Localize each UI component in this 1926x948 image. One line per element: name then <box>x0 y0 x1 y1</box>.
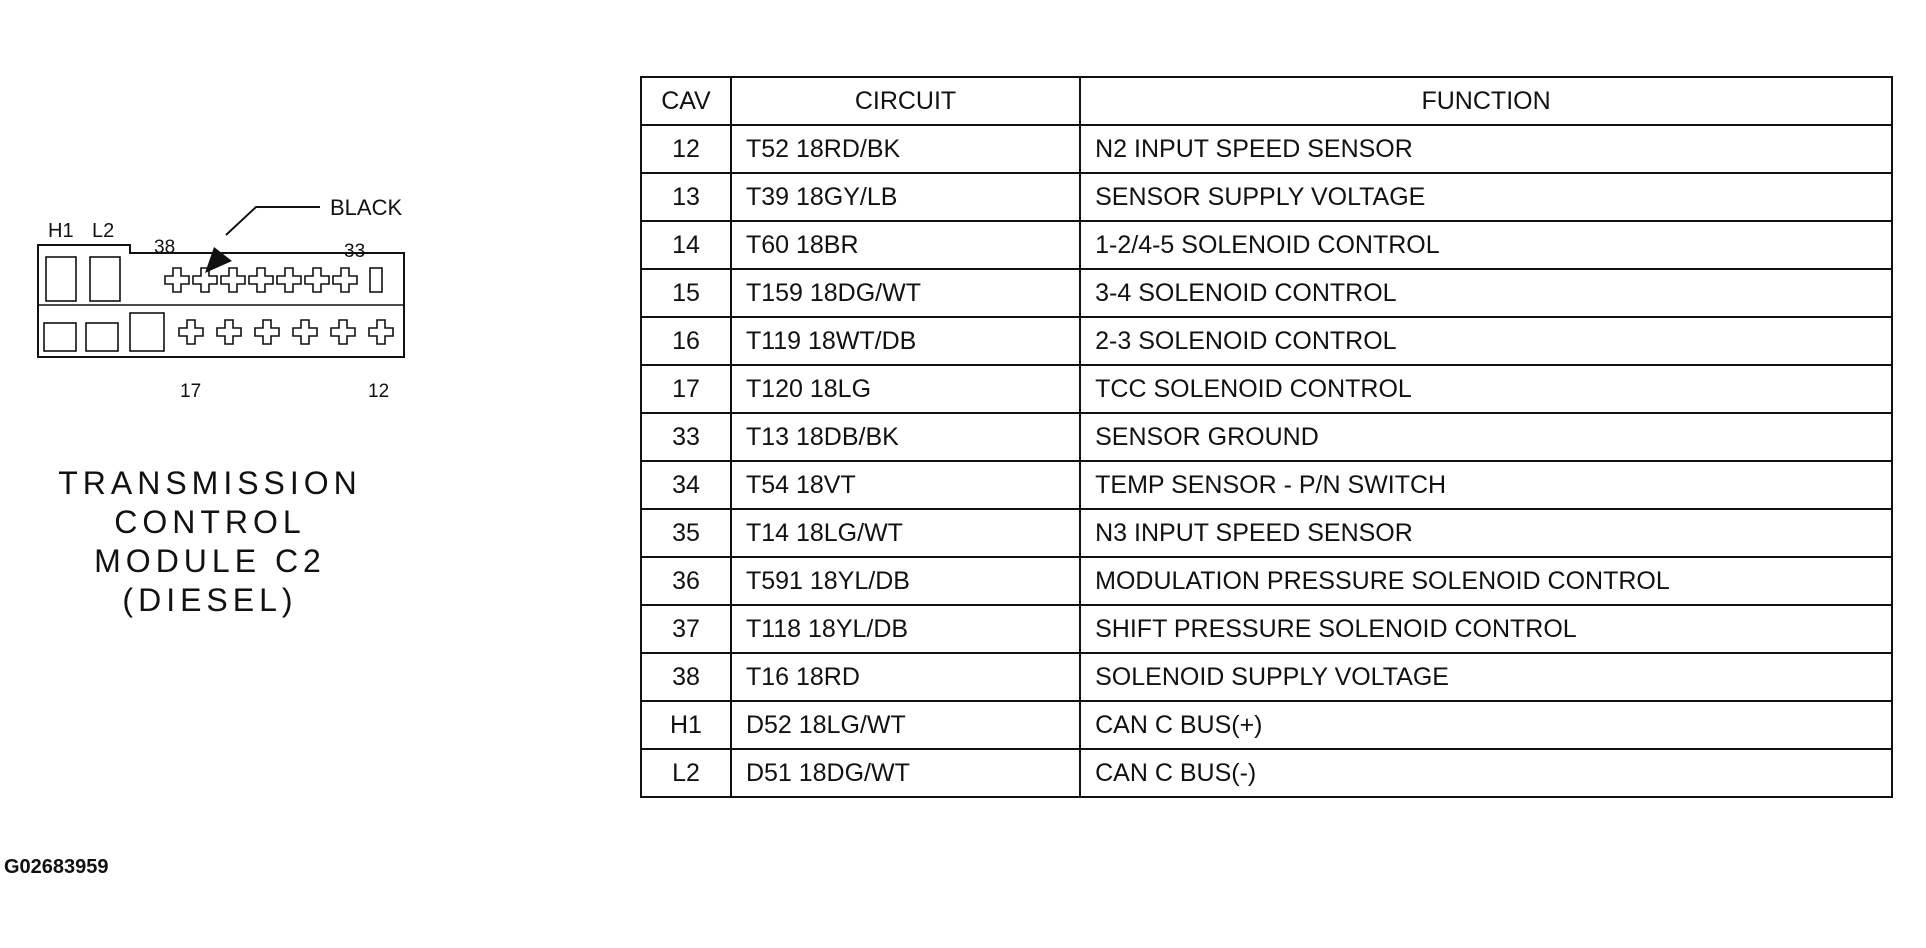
header-circuit: CIRCUIT <box>731 77 1080 125</box>
cell-circuit: D52 18LG/WT <box>731 701 1080 749</box>
cell-circuit: D51 18DG/WT <box>731 749 1080 797</box>
table-row <box>641 653 1892 701</box>
table-row <box>641 317 1892 365</box>
table-row <box>641 557 1892 605</box>
cavity-blank <box>86 323 118 351</box>
cell-cav: 38 <box>641 653 731 701</box>
cell-circuit: T14 18LG/WT <box>731 509 1080 557</box>
table-row <box>641 365 1892 413</box>
cell-cav: 16 <box>641 317 731 365</box>
header-function: FUNCTION <box>1080 77 1892 125</box>
module-title-line: CONTROL <box>114 504 306 540</box>
cavity-36 <box>221 268 245 292</box>
cavity-unused <box>305 268 329 292</box>
module-title-line: MODULE C2 <box>94 543 326 579</box>
cell-function: MODULATION PRESSURE SOLENOID CONTROL <box>1080 557 1892 605</box>
cell-cav: H1 <box>641 701 731 749</box>
cell-cav: 34 <box>641 461 731 509</box>
cell-cav: 12 <box>641 125 731 173</box>
table-row <box>641 221 1892 269</box>
cell-circuit: T13 18DB/BK <box>731 413 1080 461</box>
cell-cav: 36 <box>641 557 731 605</box>
cell-cav: L2 <box>641 749 731 797</box>
cell-cav: 35 <box>641 509 731 557</box>
cavity-14 <box>293 320 317 344</box>
table-header-row <box>641 77 1892 125</box>
cavity-12 <box>369 320 393 344</box>
cell-cav: 14 <box>641 221 731 269</box>
cavity-38 <box>165 268 189 292</box>
table-row <box>641 605 1892 653</box>
cell-cav: 13 <box>641 173 731 221</box>
cell-cav: 37 <box>641 605 731 653</box>
cell-circuit: T54 18VT <box>731 461 1080 509</box>
arrow-icon <box>205 247 232 273</box>
cell-circuit: T52 18RD/BK <box>731 125 1080 173</box>
module-title-line: (DIESEL) <box>122 582 298 618</box>
label-h1: H1 <box>48 220 74 242</box>
cell-cav: 15 <box>641 269 731 317</box>
cavity-17 <box>179 320 203 344</box>
table-row <box>641 269 1892 317</box>
cell-function: N2 INPUT SPEED SENSOR <box>1080 125 1892 173</box>
cavity-13 <box>331 320 355 344</box>
table-row <box>641 701 1892 749</box>
table-row <box>641 173 1892 221</box>
connector-diagram <box>30 195 430 435</box>
cell-function: CAN C BUS(+) <box>1080 701 1892 749</box>
cell-function: N3 INPUT SPEED SENSOR <box>1080 509 1892 557</box>
figure-id: G02683959 <box>4 856 109 878</box>
table-row <box>641 125 1892 173</box>
table-row <box>641 413 1892 461</box>
cavity-34 <box>277 268 301 292</box>
cell-function: CAN C BUS(-) <box>1080 749 1892 797</box>
cell-function: SENSOR GROUND <box>1080 413 1892 461</box>
cell-function: SENSOR SUPPLY VOLTAGE <box>1080 173 1892 221</box>
cell-function: TCC SOLENOID CONTROL <box>1080 365 1892 413</box>
cell-function: TEMP SENSOR - P/N SWITCH <box>1080 461 1892 509</box>
table-row <box>641 461 1892 509</box>
cell-circuit: T120 18LG <box>731 365 1080 413</box>
label-12: 12 <box>368 381 390 402</box>
cavity-blank <box>44 323 76 351</box>
cell-circuit: T119 18WT/DB <box>731 317 1080 365</box>
cell-function: 3-4 SOLENOID CONTROL <box>1080 269 1892 317</box>
label-l2: L2 <box>92 220 115 242</box>
callout-black: BLACK <box>330 195 403 220</box>
table-body <box>641 125 1892 797</box>
cavity-33 <box>333 268 357 292</box>
cell-circuit: T159 18DG/WT <box>731 269 1080 317</box>
cavity-l2 <box>90 257 120 301</box>
cell-function: SHIFT PRESSURE SOLENOID CONTROL <box>1080 605 1892 653</box>
cell-function: 1-2/4-5 SOLENOID CONTROL <box>1080 221 1892 269</box>
label-33: 33 <box>344 241 366 262</box>
table-row <box>641 749 1892 797</box>
module-title <box>50 464 370 620</box>
callout-leader <box>226 207 320 235</box>
cavity-16 <box>217 320 241 344</box>
cell-circuit: T60 18BR <box>731 221 1080 269</box>
module-title-line: TRANSMISSION <box>58 465 362 501</box>
label-38: 38 <box>154 237 176 258</box>
cell-function: SOLENOID SUPPLY VOLTAGE <box>1080 653 1892 701</box>
cell-circuit: T16 18RD <box>731 653 1080 701</box>
cell-cav: 33 <box>641 413 731 461</box>
cavity-15 <box>255 320 279 344</box>
cell-circuit: T39 18GY/LB <box>731 173 1080 221</box>
cavity-blank <box>130 313 164 351</box>
cell-function: 2-3 SOLENOID CONTROL <box>1080 317 1892 365</box>
table-row <box>641 509 1892 557</box>
cell-cav: 17 <box>641 365 731 413</box>
pinout-table <box>640 76 1893 798</box>
cell-circuit: T118 18YL/DB <box>731 605 1080 653</box>
cell-circuit: T591 18YL/DB <box>731 557 1080 605</box>
cavity-35 <box>249 268 273 292</box>
header-cav: CAV <box>641 77 731 125</box>
cavity-37 <box>193 268 217 292</box>
cavity-h1 <box>46 257 76 301</box>
label-17: 17 <box>180 381 202 402</box>
cavity-slot <box>370 268 382 292</box>
